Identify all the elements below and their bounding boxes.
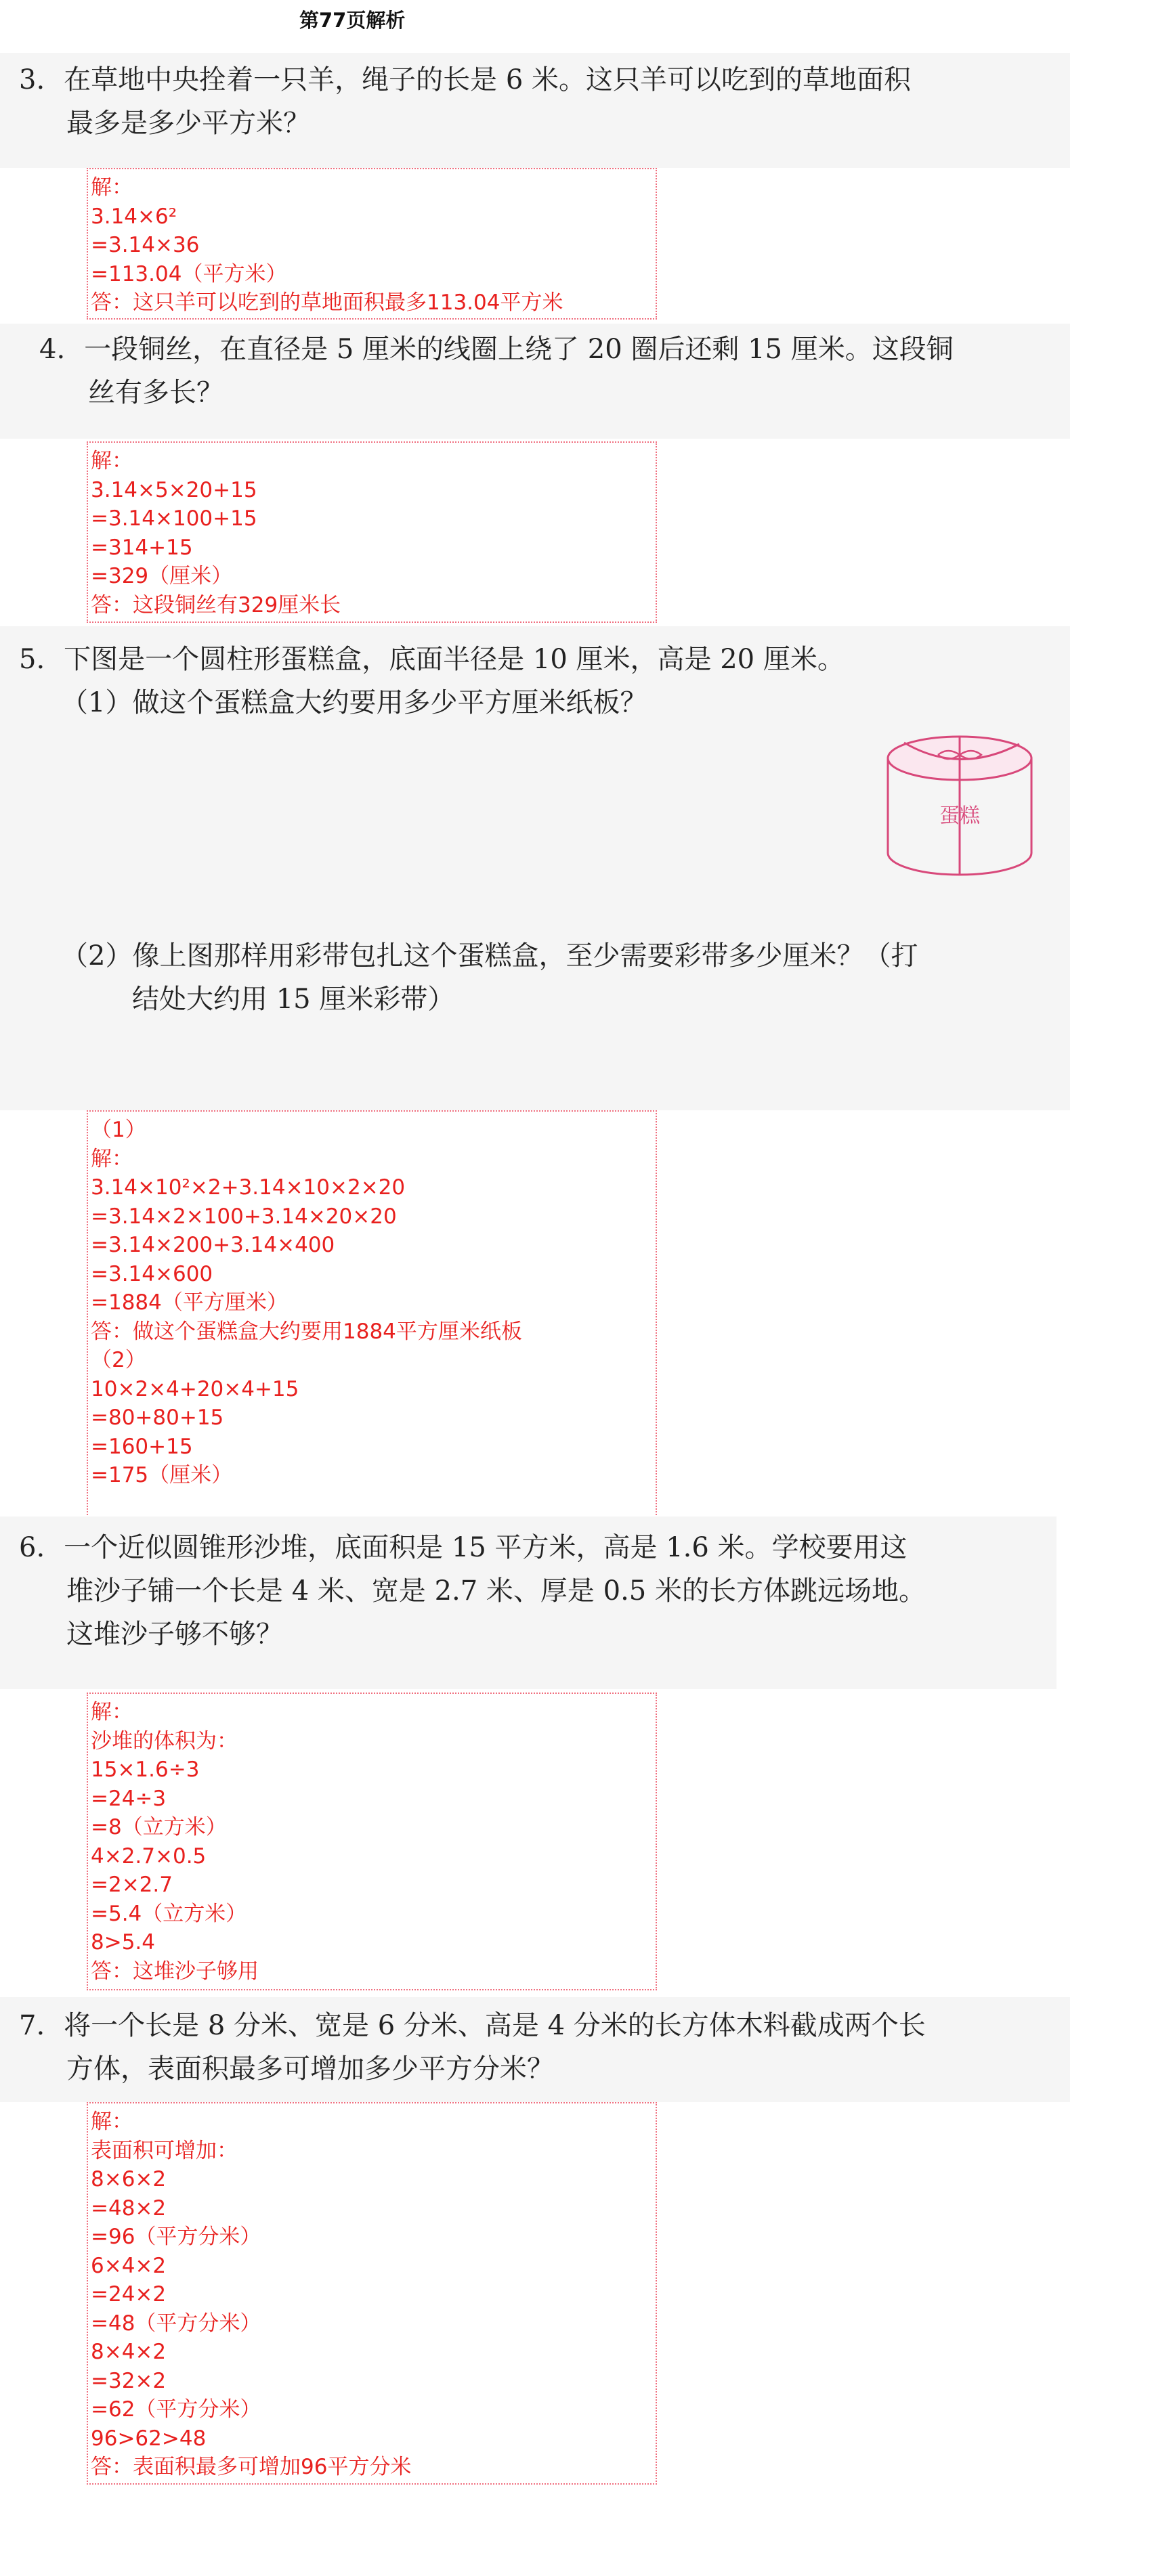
question-5-sub-2-line-2: 结处大约用 15 厘米彩带） [132, 984, 455, 1015]
cake-box-illustration [884, 728, 1036, 877]
answer-line: 答：这堆沙子够用 [91, 1959, 259, 1984]
answer-line: 答：这只羊可以吃到的草地面积最多113.04平方米 [91, 290, 563, 315]
question-4-line-1 [39, 328, 954, 371]
answer-line: =32×2 [91, 2368, 167, 2393]
answer-box-4 [87, 441, 657, 623]
answer-box-3 [87, 168, 657, 320]
question-5-sub-2-line-1: （2）像上图那样用彩带包扎这个蛋糕盒，至少需要彩带多少厘米？（打 [61, 940, 918, 972]
question-text: 一段铜丝，在直径是 5 厘米的线圈上绕了 20 圈后还剩 15 厘米。这段铜 [84, 334, 954, 365]
answer-line: 沙堆的体积为： [91, 1728, 238, 1753]
answer-line: 8×6×2 [91, 2167, 167, 2191]
answer-line: =3.14×36 [91, 233, 200, 257]
answer-line: =24×2 [91, 2282, 167, 2307]
question-7-line-1 [19, 2004, 926, 2047]
answer-line: 96>62>48 [91, 2426, 207, 2451]
answer-line: =48（平方分米） [91, 2311, 261, 2336]
answer-line: =113.04（平方米） [91, 261, 287, 286]
question-text: 一个近似圆锥形沙堆，底面积是 15 平方米，高是 1.6 米。学校要用这 [64, 1532, 908, 1563]
answer-line: =329（厘米） [91, 564, 233, 588]
answer-line: （2） [91, 1348, 146, 1372]
answer-line: 解： [91, 449, 133, 473]
answer-line: =1884（平方厘米） [91, 1290, 288, 1315]
answer-line: 3.14×6² [91, 204, 177, 229]
answer-box-5 [87, 1110, 657, 1529]
question-6-line-3: 这堆沙子够不够？ [66, 1619, 283, 1650]
answer-line: （1） [91, 1118, 146, 1142]
answer-line: =24÷3 [91, 1786, 167, 1811]
answer-box-7 [87, 2102, 657, 2485]
answer-line: 4×2.7×0.5 [91, 1843, 207, 1869]
question-number: 7. [19, 2010, 45, 2041]
answer-line: =175（厘米） [91, 1463, 233, 1487]
answer-line: =160+15 [91, 1434, 193, 1459]
answer-line: =3.14×2×100+3.14×20×20 [91, 1204, 397, 1229]
answer-line: 8×4×2 [91, 2340, 167, 2364]
answer-line: 答：做这个蛋糕盒大约要用1884平方厘米纸板 [91, 1319, 522, 1344]
question-text: 将一个长是 8 分米、宽是 6 分米、高是 4 分米的长方体木料截成两个长 [64, 2010, 926, 2041]
answer-line: 15×1.6÷3 [91, 1758, 200, 1782]
answer-line: =80+80+15 [91, 1405, 224, 1430]
question-text: 在草地中央拴着一只羊，绳子的长是 6 米。这只羊可以吃到的草地面积 [64, 64, 912, 95]
question-7-line-2: 方体，表面积最多可增加多少平方分米？ [66, 2053, 554, 2084]
answer-line: =5.4（立方米） [91, 1901, 247, 1926]
question-number: 6. [19, 1532, 45, 1563]
answer-line: =314+15 [91, 535, 193, 560]
answer-line: 解： [91, 1700, 133, 1724]
question-5-sub-1: （1）做这个蛋糕盒大约要用多少平方厘米纸板？ [61, 687, 647, 718]
answer-line: 8>5.4 [91, 1930, 155, 1955]
answer-line: =8（立方米） [91, 1815, 227, 1839]
answer-line: 10×2×4+20×4+15 [91, 1376, 299, 1401]
question-number: 5. [19, 644, 45, 675]
answer-line: =3.14×200+3.14×400 [91, 1233, 335, 1257]
answer-line: =96（平方分米） [91, 2225, 261, 2249]
question-6-line-1 [19, 1526, 908, 1569]
question-number: 4. [39, 334, 66, 365]
question-number: 3. [19, 64, 45, 95]
answer-line: =62（平方分米） [91, 2397, 261, 2422]
answer-line: =3.14×600 [91, 1261, 213, 1286]
answer-line: =48×2 [91, 2196, 167, 2221]
answer-line: 6×4×2 [91, 2253, 167, 2278]
answer-line: 表面积可增加： [91, 2138, 238, 2163]
answer-line: 3.14×5×20+15 [91, 477, 257, 502]
page-title: 第77页解析 [299, 9, 406, 32]
question-6-line-2: 堆沙子铺一个长是 4 米、宽是 2.7 米、厚是 0.5 米的长方体跳远场地。 [66, 1575, 926, 1607]
answer-box-6 [87, 1693, 657, 1990]
answer-line: 解： [91, 2110, 133, 2134]
answer-line: 答：表面积最多可增加96平方分米 [91, 2455, 412, 2479]
answer-line: 3.14×10²×2+3.14×10×2×20 [91, 1175, 406, 1200]
question-3-line-2: 最多是多少平方米？ [66, 108, 310, 139]
answer-line: =3.14×100+15 [91, 506, 257, 531]
answer-line: 解： [91, 175, 133, 200]
cake-label: 蛋糕 [939, 804, 980, 828]
answer-line: 解： [91, 1146, 133, 1171]
question-3-line-1 [19, 58, 911, 102]
answer-line: =2×2.7 [91, 1873, 173, 1897]
question-text: 下图是一个圆柱形蛋糕盒，底面半径是 10 厘米，高是 20 厘米。 [64, 644, 845, 675]
question-5-line-1 [19, 638, 845, 681]
answer-line: 答：这段铜丝有329厘米长 [91, 592, 341, 617]
question-4-line-2: 丝有多长？ [88, 377, 223, 408]
